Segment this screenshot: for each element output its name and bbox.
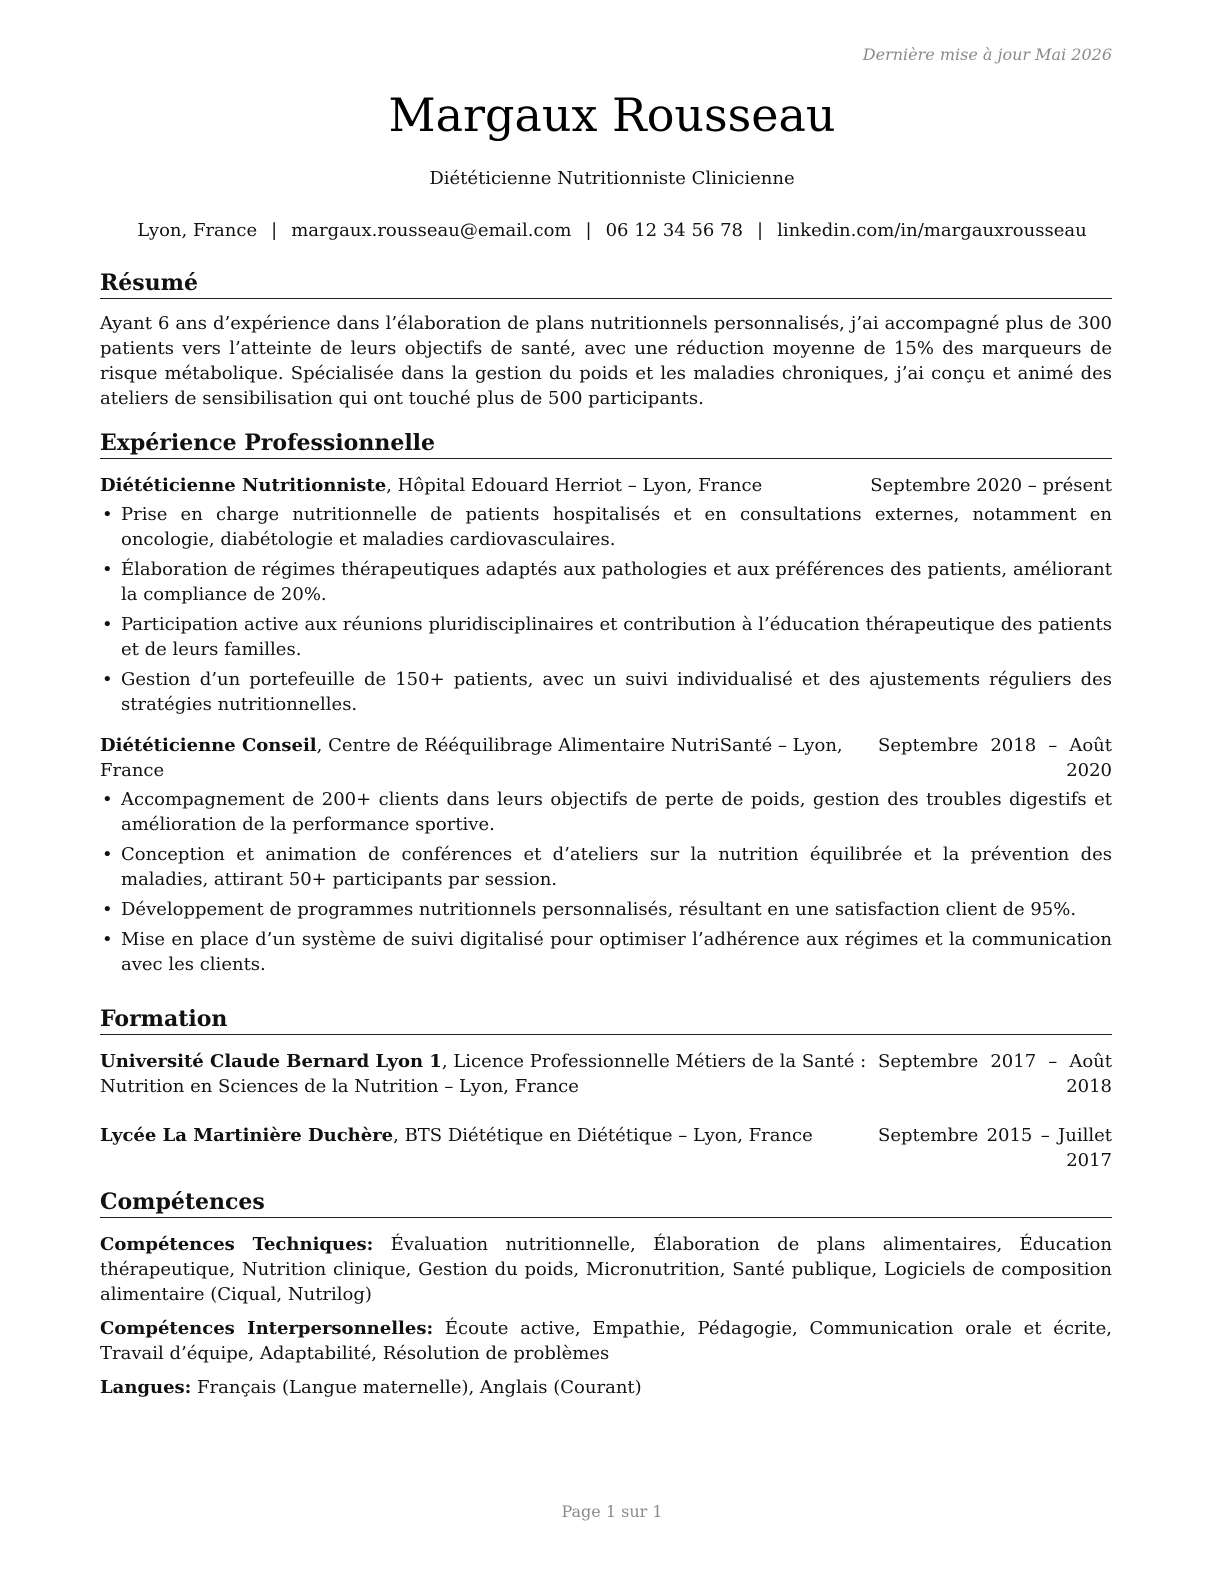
contact-separator: | xyxy=(757,220,764,241)
list-item: • Mise en place d’un système de suivi digitalisé pour optimiser l’adhérence aux régimes et la communication avec les clients. xyxy=(100,927,1112,977)
education-dates-line: Septembre 2017 – Août xyxy=(878,1051,1112,1072)
job-title: Diététicienne Nutritionniste Clinicienne xyxy=(429,168,795,189)
summary-text: Ayant 6 ans d’expérience dans l’élaboration de plans nutritionnels personnalisés, j’ai accompagné plus de 300 patients vers l’atteinte de leurs objectifs de santé, avec une réduction moyenne de 15% des marqueurs de risque métabolique. Spécialisée dans la gestion du poids et les maladies chroniques, j’ai conçu et animé des ateliers de sensibilisation qui ont touché plus de 500 participants. xyxy=(100,313,1112,409)
job-header xyxy=(100,473,1112,498)
skill-label: Compétences Techniques: xyxy=(100,1234,374,1255)
experience-heading: Expérience Professionnelle xyxy=(100,430,1112,459)
job-bullets xyxy=(100,787,1112,977)
skill-text: Français (Langue maternelle), Anglais (Courant) xyxy=(191,1377,642,1398)
list-item: • Élaboration de régimes thérapeutiques adaptés aux pathologies et aux préférences des patients, améliorant la compliance de 20%. xyxy=(100,557,1112,607)
degree: , Licence Professionnelle Métiers de la Santé : Nutrition en Sciences de la Nutrition – Lyon, France xyxy=(100,1051,867,1097)
list-item: • Accompagnement de 200+ clients dans leurs objectifs de perte de poids, gestion des troubles digestifs et amélioration de la performance sportive. xyxy=(100,787,1112,837)
skills-heading: Compétences xyxy=(100,1189,1112,1218)
contact-location: Lyon, France xyxy=(137,220,258,241)
school-name: Université Claude Bernard Lyon 1 xyxy=(100,1051,442,1072)
education-dates-line: Septembre 2015 – Juillet xyxy=(878,1125,1112,1146)
experience-section xyxy=(100,430,1112,982)
contact-email[interactable]: margaux.rousseau@email.com xyxy=(291,220,572,241)
education-dates-line: 2017 xyxy=(1066,1150,1112,1171)
contact-separator: | xyxy=(585,220,592,241)
education-dates xyxy=(878,1123,1112,1173)
contact-phone: 06 12 34 56 78 xyxy=(605,220,743,241)
education-dates-line: 2018 xyxy=(1066,1076,1112,1097)
skill-line xyxy=(100,1375,1112,1400)
job-role: Diététicienne Conseil xyxy=(100,735,317,756)
summary-heading: Résumé xyxy=(100,270,1112,299)
skill-line xyxy=(100,1316,1112,1366)
job-dates-line: Septembre 2018 – Août xyxy=(878,735,1112,756)
job-org: , Hôpital Edouard Herriot – Lyon, France xyxy=(386,475,763,496)
contact-linkedin[interactable]: linkedin.com/in/margauxrousseau xyxy=(777,220,1087,241)
list-item: • Prise en charge nutritionnelle de patients hospitalisés et en consultations externes, notamment en oncologie, diabétologie et maladies cardiovasculaires. xyxy=(100,502,1112,552)
skill-line xyxy=(100,1232,1112,1307)
job-entry xyxy=(100,733,1112,977)
list-item: • Gestion d’un portefeuille de 150+ patients, avec un suivi individualisé et des ajustements réguliers des stratégies nutritionnelles. xyxy=(100,667,1112,717)
summary-section xyxy=(100,270,1112,411)
job-header xyxy=(100,733,1112,783)
education-heading: Formation xyxy=(100,1006,1112,1035)
skills-section xyxy=(100,1189,1112,1409)
job-org: , Centre de Rééquilibrage Alimentaire NutriSanté – Lyon, France xyxy=(100,735,843,781)
job-role: Diététicienne Nutritionniste xyxy=(100,475,387,496)
job-entry xyxy=(100,473,1112,717)
education-section xyxy=(100,1006,1112,1173)
list-item: • Participation active aux réunions pluridisciplinaires et contribution à l’éducation thérapeutique des patients et de leurs familles. xyxy=(100,612,1112,662)
skill-text: Évaluation nutritionnelle, Élaboration de plans alimentaires, Éducation thérapeutique, Nutrition clinique, Gestion du poids, Micronutrition, Santé publique, Logiciels de composition alimentaire (Ciqual, Nutrilog) xyxy=(100,1234,1112,1305)
job-dates xyxy=(878,733,1112,783)
school-name: Lycée La Martinière Duchère xyxy=(100,1125,394,1146)
job-bullets xyxy=(100,502,1112,717)
list-item: • Conception et animation de conférences et d’ateliers sur la nutrition équilibrée et la prévention des maladies, attirant 50+ participants par session. xyxy=(100,842,1112,892)
contact-line xyxy=(0,220,1224,241)
page-number: Page 1 sur 1 xyxy=(561,1502,663,1521)
job-dates: Septembre 2020 – présent xyxy=(870,475,1112,496)
candidate-name: Margaux Rousseau xyxy=(388,88,836,142)
education-entry xyxy=(100,1049,1112,1099)
education-dates xyxy=(878,1049,1112,1099)
contact-separator: | xyxy=(271,220,278,241)
skill-label: Langues: xyxy=(100,1377,192,1398)
skill-text: Écoute active, Empathie, Pédagogie, Communication orale et écrite, Travail d’équipe, Adaptabilité, Résolution de problèmes xyxy=(100,1318,1112,1364)
job-dates-line: 2020 xyxy=(1066,760,1112,781)
education-entry xyxy=(100,1123,1112,1173)
skill-label: Compétences Interpersonnelles: xyxy=(100,1318,434,1339)
list-item: • Développement de programmes nutritionnels personnalisés, résultant en une satisfaction client de 95%. xyxy=(100,897,1112,922)
degree: , BTS Diététique en Diététique – Lyon, France xyxy=(393,1125,813,1146)
last-updated: Dernière mise à jour Mai 2026 xyxy=(862,45,1112,64)
